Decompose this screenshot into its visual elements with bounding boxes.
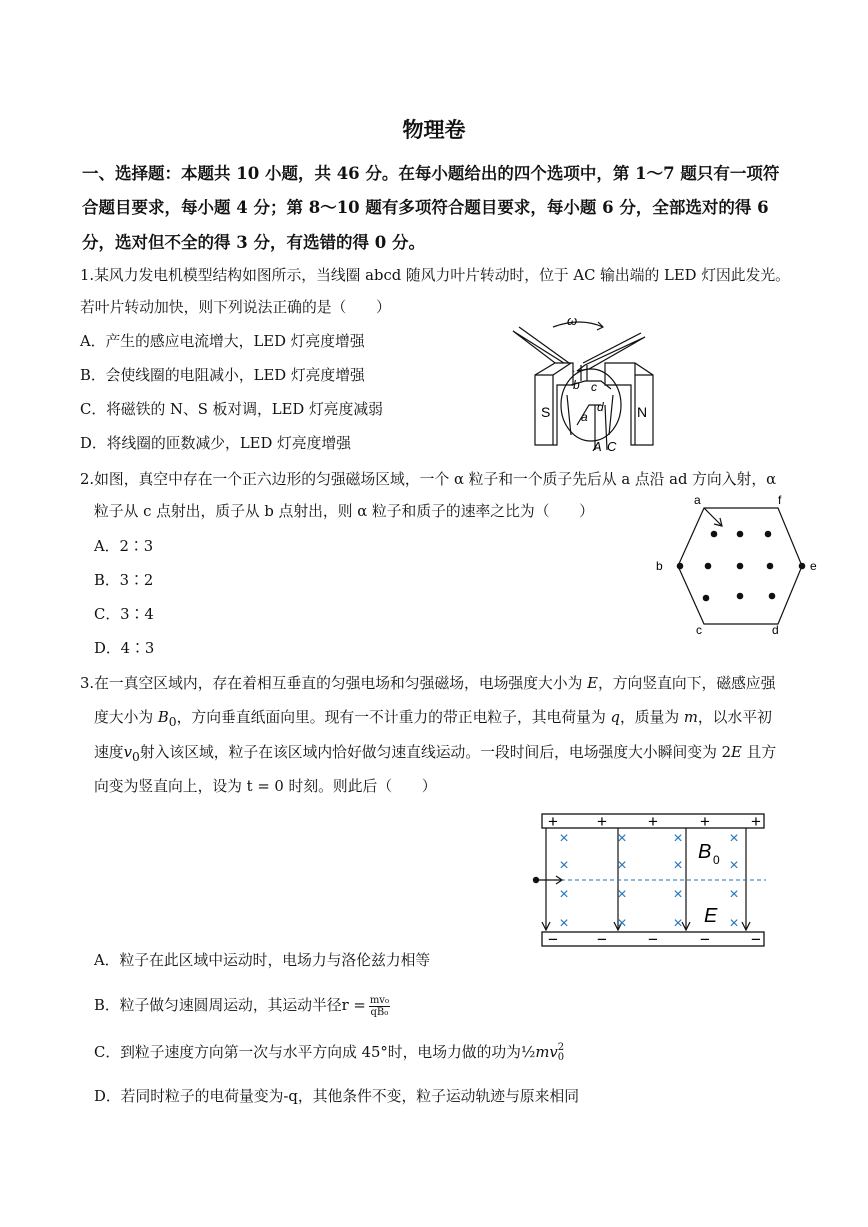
subscript: 0 (131, 749, 140, 764)
field-dots (677, 531, 806, 602)
fraction-numerator: mv₀ (369, 994, 389, 1006)
field-lines (542, 828, 750, 930)
svg-text:×: × (617, 886, 627, 903)
symbol-e: E (587, 675, 598, 692)
q1-option-a: A．产生的感应电流增大，LED 灯亮度增强 (80, 333, 365, 350)
q3-text: 速度 (94, 744, 124, 761)
symbol-b: B (157, 709, 169, 726)
radius-fraction (369, 995, 390, 1018)
vertex-f-label: f (778, 493, 782, 507)
b0-subscript: 0 (713, 853, 720, 867)
q1-option-d: D．将线圈的匝数减少，LED 灯亮度增强 (80, 435, 352, 452)
svg-text:×: × (729, 857, 739, 874)
svg-text:+: + (548, 812, 558, 831)
q3-option-c-text: C．到粒子速度方向第一次与水平方向成 45°时，电场力做的功为 (94, 1044, 521, 1061)
q3-stem-line-2 (94, 706, 772, 729)
q3-option-b-text: B．粒子做匀速圆周运动，其运动半径r = (94, 997, 366, 1014)
b0-label: B (698, 841, 712, 863)
section-line-2: 合题目要求，每小题 4 分；第 8～10 题有多项符合题目要求，每小题 6 分，全部选对的得 6 (82, 198, 769, 217)
svg-text:×: × (729, 830, 739, 847)
q3-stem-line-1 (80, 672, 776, 693)
svg-text:×: × (729, 886, 739, 903)
q1-stem-line-1: 1.某风力发电机模型结构如图所示，当线圈 abcd 随风力叶片转动时，位于 AC 输出端的 LED 灯因此发光。 (80, 267, 790, 284)
s-pole-label: S (541, 404, 551, 420)
symbol-m: m (683, 709, 698, 726)
symbol-q: q (610, 709, 620, 726)
svg-text:−: − (648, 930, 658, 949)
terminal-a-label: A (593, 439, 602, 454)
q2-stem-line-2: 粒子从 c 点射出，质子从 b 点射出，则 α 粒子和质子的速率之比为（ ） (94, 503, 594, 520)
q3-text: ，质量为 (619, 709, 684, 726)
section-line-3: 分，选对但不全的得 3 分，有选错的得 0 分。 (82, 233, 425, 252)
q1-generator-figure (505, 305, 675, 455)
coil-a-label: a (581, 410, 588, 424)
n-pole-label: N (637, 404, 648, 420)
q3-text: 射入该区域，粒子在该区域内恰好做匀速直线运动。一段时间后，电场强度大小瞬间变为 2 (139, 744, 732, 761)
svg-text:−: − (548, 930, 558, 949)
superscript: 2 (557, 1042, 565, 1053)
e-label: E (704, 905, 718, 927)
q3-text: 度大小为 (94, 709, 158, 726)
svg-text:×: × (559, 886, 569, 903)
q3-option-d: D．若同时粒子的电荷量变为-q，其他条件不变，粒子运动轨迹与原来相同 (94, 1088, 580, 1105)
terminal-c-label: C (607, 439, 617, 454)
mv-symbol: mv (535, 1044, 558, 1061)
entry-arrow (704, 508, 722, 526)
coil-d-label: d (597, 400, 604, 414)
q3-text: ，方向竖直向下，磁感应强 (597, 675, 776, 692)
fraction-denominator: qB₀ (370, 1006, 389, 1018)
page-title: 物理卷 (402, 117, 466, 142)
svg-text:×: × (559, 915, 569, 932)
subscript: 0 (557, 1052, 565, 1063)
velocity-arrow (536, 876, 562, 884)
svg-text:×: × (673, 857, 683, 874)
svg-text:×: × (559, 830, 569, 847)
vertex-c-label: c (696, 623, 702, 637)
half-fraction: ½ (520, 1044, 536, 1061)
svg-text:×: × (729, 915, 739, 932)
q1-option-c: C．将磁铁的 N、S 板对调，LED 灯亮度减弱 (80, 401, 383, 418)
q2-option-c: C．3∶4 (94, 606, 154, 623)
svg-text:+: + (751, 812, 761, 831)
q3-field-figure (520, 808, 770, 953)
q3-stem-line-3 (94, 741, 776, 764)
q3-stem-line-4: 向变为竖直向上，设为 t = 0 时刻。则此后（ ） (94, 778, 437, 795)
q3-option-b (94, 994, 390, 1018)
q2-stem-line-1: 2.如图，真空中存在一个正六边形的匀强磁场区域，一个 α 粒子和一个质子先后从 a 点沿 ad 方向入射，α (80, 471, 777, 488)
svg-text:×: × (559, 857, 569, 874)
coil-b-label: b (573, 378, 580, 392)
q2-option-a: A．2∶3 (94, 538, 154, 555)
power-index (558, 1043, 564, 1063)
vertex-a-label: a (694, 493, 701, 507)
q2-hexagon-figure (650, 488, 825, 638)
q3-option-c (94, 1041, 564, 1063)
svg-text:−: − (751, 930, 761, 949)
svg-text:×: × (673, 915, 683, 932)
q3-text: 3.在一真空区域内，存在着相互垂直的匀强电场和匀强磁场，电场强度大小为 (80, 675, 588, 692)
vertex-d-label: d (772, 623, 779, 637)
vertex-b-label: b (656, 559, 663, 573)
q2-option-d: D．4∶3 (94, 640, 155, 657)
q2-option-b: B．3∶2 (94, 572, 154, 589)
coil-c-label: c (591, 380, 597, 394)
q1-stem-line-2: 若叶片转动加快，则下列说法正确的是（ ） (80, 299, 391, 316)
svg-text:×: × (673, 830, 683, 847)
q3-option-a: A．粒子在此区域中运动时，电场力与洛伦兹力相等 (94, 952, 431, 969)
omega-label: ω (567, 313, 578, 328)
q3-text: ，方向垂直纸面向里。现有一不计重力的带正电粒子，其电荷量为 (176, 709, 611, 726)
section-line-1: 一、选择题：本题共 10 小题，共 46 分。在每小题给出的四个选项中，第 1～7 题只有一项符 (82, 164, 780, 183)
q1-option-b: B．会使线圈的电阻减小，LED 灯亮度增强 (80, 367, 365, 384)
svg-text:×: × (617, 915, 627, 932)
q3-text: 且方 (741, 744, 777, 761)
symbol-e: E (731, 744, 742, 761)
svg-text:×: × (673, 886, 683, 903)
vertex-e-label: e (810, 559, 817, 573)
rotation-arrow (553, 322, 603, 327)
svg-text:+: + (597, 812, 607, 831)
svg-text:+: + (648, 812, 658, 831)
svg-text:×: × (617, 857, 627, 874)
q3-text: ，以水平初 (697, 709, 772, 726)
svg-text:×: × (617, 830, 627, 847)
subscript: 0 (168, 714, 177, 729)
symbol-v: v (123, 744, 132, 761)
svg-text:−: − (597, 930, 607, 949)
svg-text:+: + (700, 812, 710, 831)
svg-text:−: − (700, 930, 710, 949)
